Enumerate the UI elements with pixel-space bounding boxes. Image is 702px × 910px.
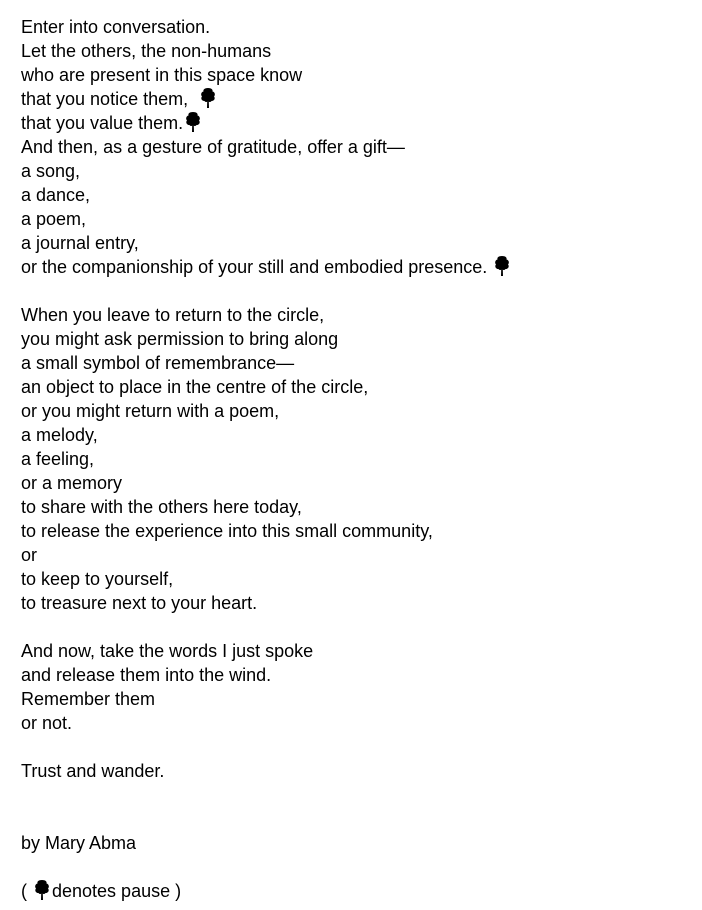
poem-line: Enter into conversation.: [21, 17, 211, 37]
stanza-break: [21, 615, 691, 639]
poem-line: to share with the others here today,: [21, 497, 302, 517]
poem-document: [21, 15, 691, 903]
poem-line: that you value them.: [21, 111, 691, 135]
legend-label: denotes pause: [52, 881, 171, 901]
poem-line: a feeling,: [21, 449, 95, 469]
closing-line: Trust and wander.: [21, 761, 165, 781]
author-credit: by Mary Abma: [21, 833, 137, 853]
poem-line: or you might return with a poem,: [21, 401, 280, 421]
poem-line: that you notice them,: [21, 87, 691, 111]
tree-icon: [198, 87, 218, 109]
poem-line: a journal entry,: [21, 233, 139, 253]
signature-spacer: [21, 783, 691, 831]
stanza-break: [21, 279, 691, 303]
poem-line: And then, as a gesture of gratitude, offer a gift—: [21, 137, 405, 157]
poem-line: When you leave to return to the circle,: [21, 305, 325, 325]
poem-line: or the companionship of your still and embodied presence.: [21, 255, 691, 279]
stanza-break: [21, 735, 691, 759]
stanza-1: [21, 15, 691, 279]
poem-line: a dance,: [21, 185, 91, 205]
tree-icon: [32, 879, 52, 901]
poem-line: and release them into the wind.: [21, 665, 272, 685]
poem-line: an object to place in the centre of the circle,: [21, 377, 369, 397]
pause-legend: [21, 879, 691, 903]
tree-icon: [492, 255, 512, 277]
legend-open-paren: (: [21, 881, 32, 901]
stanza-2: [21, 303, 691, 615]
poem-line: a song,: [21, 161, 81, 181]
stanza-3: [21, 639, 691, 735]
tree-icon: [183, 111, 203, 133]
poem-line: Remember them: [21, 689, 156, 709]
poem-line: a poem,: [21, 209, 87, 229]
poem-line: you might ask permission to bring along: [21, 329, 339, 349]
poem-line: a melody,: [21, 425, 98, 445]
poem-line: who are present in this space know: [21, 65, 303, 85]
poem-line: or a memory: [21, 473, 123, 493]
poem-line: And now, take the words I just spoke: [21, 641, 314, 661]
poem-line: or: [21, 545, 38, 565]
legend-close-paren: ): [170, 881, 182, 901]
poem-line: to treasure next to your heart.: [21, 593, 258, 613]
poem-line: Let the others, the non-humans: [21, 41, 272, 61]
poem-line: to release the experience into this small community,: [21, 521, 433, 541]
poem-line: a small symbol of remembrance—: [21, 353, 295, 373]
legend-spacer: [21, 855, 691, 879]
poem-line: or not.: [21, 713, 73, 733]
poem-line: to keep to yourself,: [21, 569, 174, 589]
